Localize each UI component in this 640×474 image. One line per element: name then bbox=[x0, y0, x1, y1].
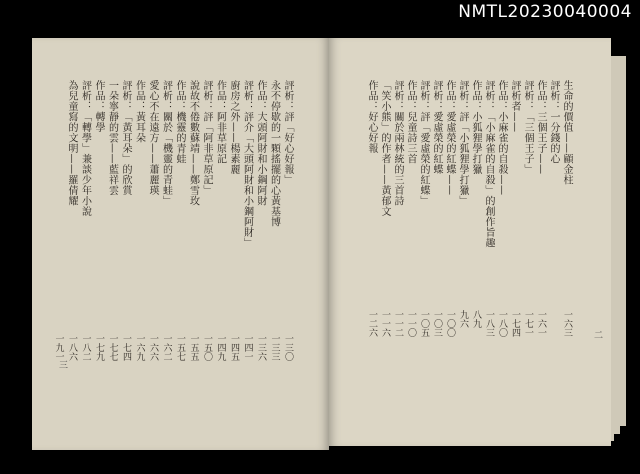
toc-page-number: 一一〇 bbox=[406, 310, 416, 337]
toc-entry-title: 評析：評「愛虛榮的紅蝶」 bbox=[418, 80, 429, 206]
toc-entry-title: 作品：機靈的青蛙 bbox=[174, 80, 185, 164]
toc-entry-title: 評析：「黃耳朵」的欣賞 bbox=[120, 80, 131, 196]
toc-page-number: 八九 bbox=[471, 310, 481, 328]
toc-page-number: 一五〇 bbox=[202, 334, 212, 361]
toc-page-number: 九六 bbox=[458, 310, 468, 328]
toc-entry-title: 作品：三個王子—— bbox=[535, 80, 546, 175]
toc-entry-title: 評析：關於「機靈的青蛙」 bbox=[160, 80, 172, 206]
toc-page-number: 一二六 bbox=[367, 310, 377, 337]
toc-entry-title: 作品：小狐狸學打獵 bbox=[470, 80, 481, 175]
toc-page-number: 一六六 bbox=[148, 334, 158, 361]
open-book bbox=[32, 36, 612, 450]
toc-entry-title: 評析：一分錢的心 bbox=[548, 80, 559, 164]
toc-entry-title: 作品：阿非草原記 bbox=[214, 80, 226, 164]
toc-entry-title: 評析：評「好心好報」 bbox=[282, 80, 293, 185]
toc-page-number: 一三六 bbox=[256, 334, 266, 361]
toc-entry-title: 評析者—— bbox=[509, 80, 520, 133]
toc-page-number: 一七七 bbox=[107, 334, 118, 361]
toc-page-number: 一四一 bbox=[242, 334, 253, 361]
toc-page-number: 一〇〇 bbox=[445, 310, 455, 337]
toc-page-number: 一四五 bbox=[229, 334, 239, 361]
toc-page-number: 一七九 bbox=[94, 334, 104, 361]
toc-entry-title: 愛心不在遠方——蕭麗瑛 bbox=[147, 80, 158, 196]
toc-page-number: 一八二 bbox=[80, 334, 91, 361]
toc-page-number: 一〇三 bbox=[432, 310, 442, 337]
toc-page-number: 一三三 bbox=[269, 334, 280, 361]
toc-entry-title: 作品：黃耳朵 bbox=[133, 80, 145, 143]
toc-page-number: 一七四 bbox=[510, 310, 520, 337]
toc-entry-title: 評析：評「小狐狸學打獵」 bbox=[457, 80, 468, 206]
toc-entry-title: 一朵寧靜的雲——藍祥雲 bbox=[106, 80, 118, 196]
toc-entry-title: 評析：「轉學」兼談少年小說 bbox=[79, 80, 91, 217]
page-edge bbox=[613, 56, 620, 434]
toc-page-number: 一六九 bbox=[134, 334, 145, 361]
toc-page-number: 一六三 bbox=[562, 310, 572, 337]
toc-page-number: 一三〇 bbox=[283, 334, 293, 361]
toc-page-number: 一八〇 bbox=[497, 310, 507, 337]
toc-page-number: 一七一 bbox=[523, 310, 533, 337]
toc-page-number: 一五五 bbox=[188, 334, 199, 361]
toc-entry-title: 評析：愛虛榮的紅蝶 bbox=[431, 80, 442, 175]
toc-page-number: 一六二 bbox=[161, 334, 172, 361]
toc-page-number: 一九一 bbox=[53, 334, 64, 361]
toc-entry-title: 作品：愛虛榮的紅蝶—— bbox=[444, 80, 455, 196]
toc-entry-title: 說故不倦數蘇靖——鄭雪玫 bbox=[187, 80, 199, 206]
toc-entry-title: 廚房之外——楊素麗 bbox=[228, 80, 239, 175]
toc-page-number: 一八六 bbox=[67, 334, 77, 361]
toc-entry-title: 永不停歇的一顆搖擺的心黃基博 bbox=[268, 80, 280, 227]
toc-entry-title: 評析：評「阿非草原記」 bbox=[201, 80, 212, 196]
toc-entry-title: 評析：「小麻雀的自殺」的創作旨趣 bbox=[483, 80, 494, 248]
archive-id-watermark: NMTL20230040004 bbox=[458, 2, 632, 22]
toc-page-number: 一七四 bbox=[121, 334, 131, 361]
page-folio: 三 bbox=[59, 361, 69, 371]
toc-page-number: 一八三 bbox=[484, 310, 494, 337]
page-edge bbox=[619, 56, 626, 426]
toc-entry-title: 「笑小熊」的作者——黃郁文 bbox=[379, 80, 390, 217]
toc-page-number: 一六一 bbox=[536, 310, 546, 337]
toc-entry-title: 評析：關於兩林統的三首詩 bbox=[392, 80, 403, 206]
right-page bbox=[329, 38, 611, 446]
toc-entry-title: 作品：小麻雀的自殺—— bbox=[496, 80, 507, 196]
toc-page-number: 一〇五 bbox=[419, 310, 429, 337]
toc-entry-title: 作品：兒童詩三首 bbox=[405, 80, 416, 164]
toc-entry-title: 生命的價值——顧金柱 bbox=[561, 80, 572, 185]
toc-entry-title: 評析：評介「大頭阿財和小鋼阿財」 bbox=[241, 80, 253, 248]
toc-page-number: 一四九 bbox=[215, 334, 226, 361]
toc-entry-title: 評析：「三個王子」 bbox=[522, 80, 533, 175]
toc-entry-title: 作品：好心好報 bbox=[366, 80, 377, 154]
toc-page-number: 一五七 bbox=[175, 334, 185, 361]
page-folio: 二 bbox=[594, 331, 604, 341]
toc-page-number: 一一二 bbox=[393, 310, 403, 337]
toc-entry-title: 作品：轉學 bbox=[93, 80, 104, 133]
toc-entry-title: 為兒童寫的文明——羅倩耀 bbox=[66, 80, 77, 206]
toc-entry-title: 作品：大頭阿財和小鋼阿財 bbox=[255, 80, 266, 206]
left-page bbox=[32, 38, 329, 450]
toc-page-number: 一一六 bbox=[380, 310, 390, 337]
